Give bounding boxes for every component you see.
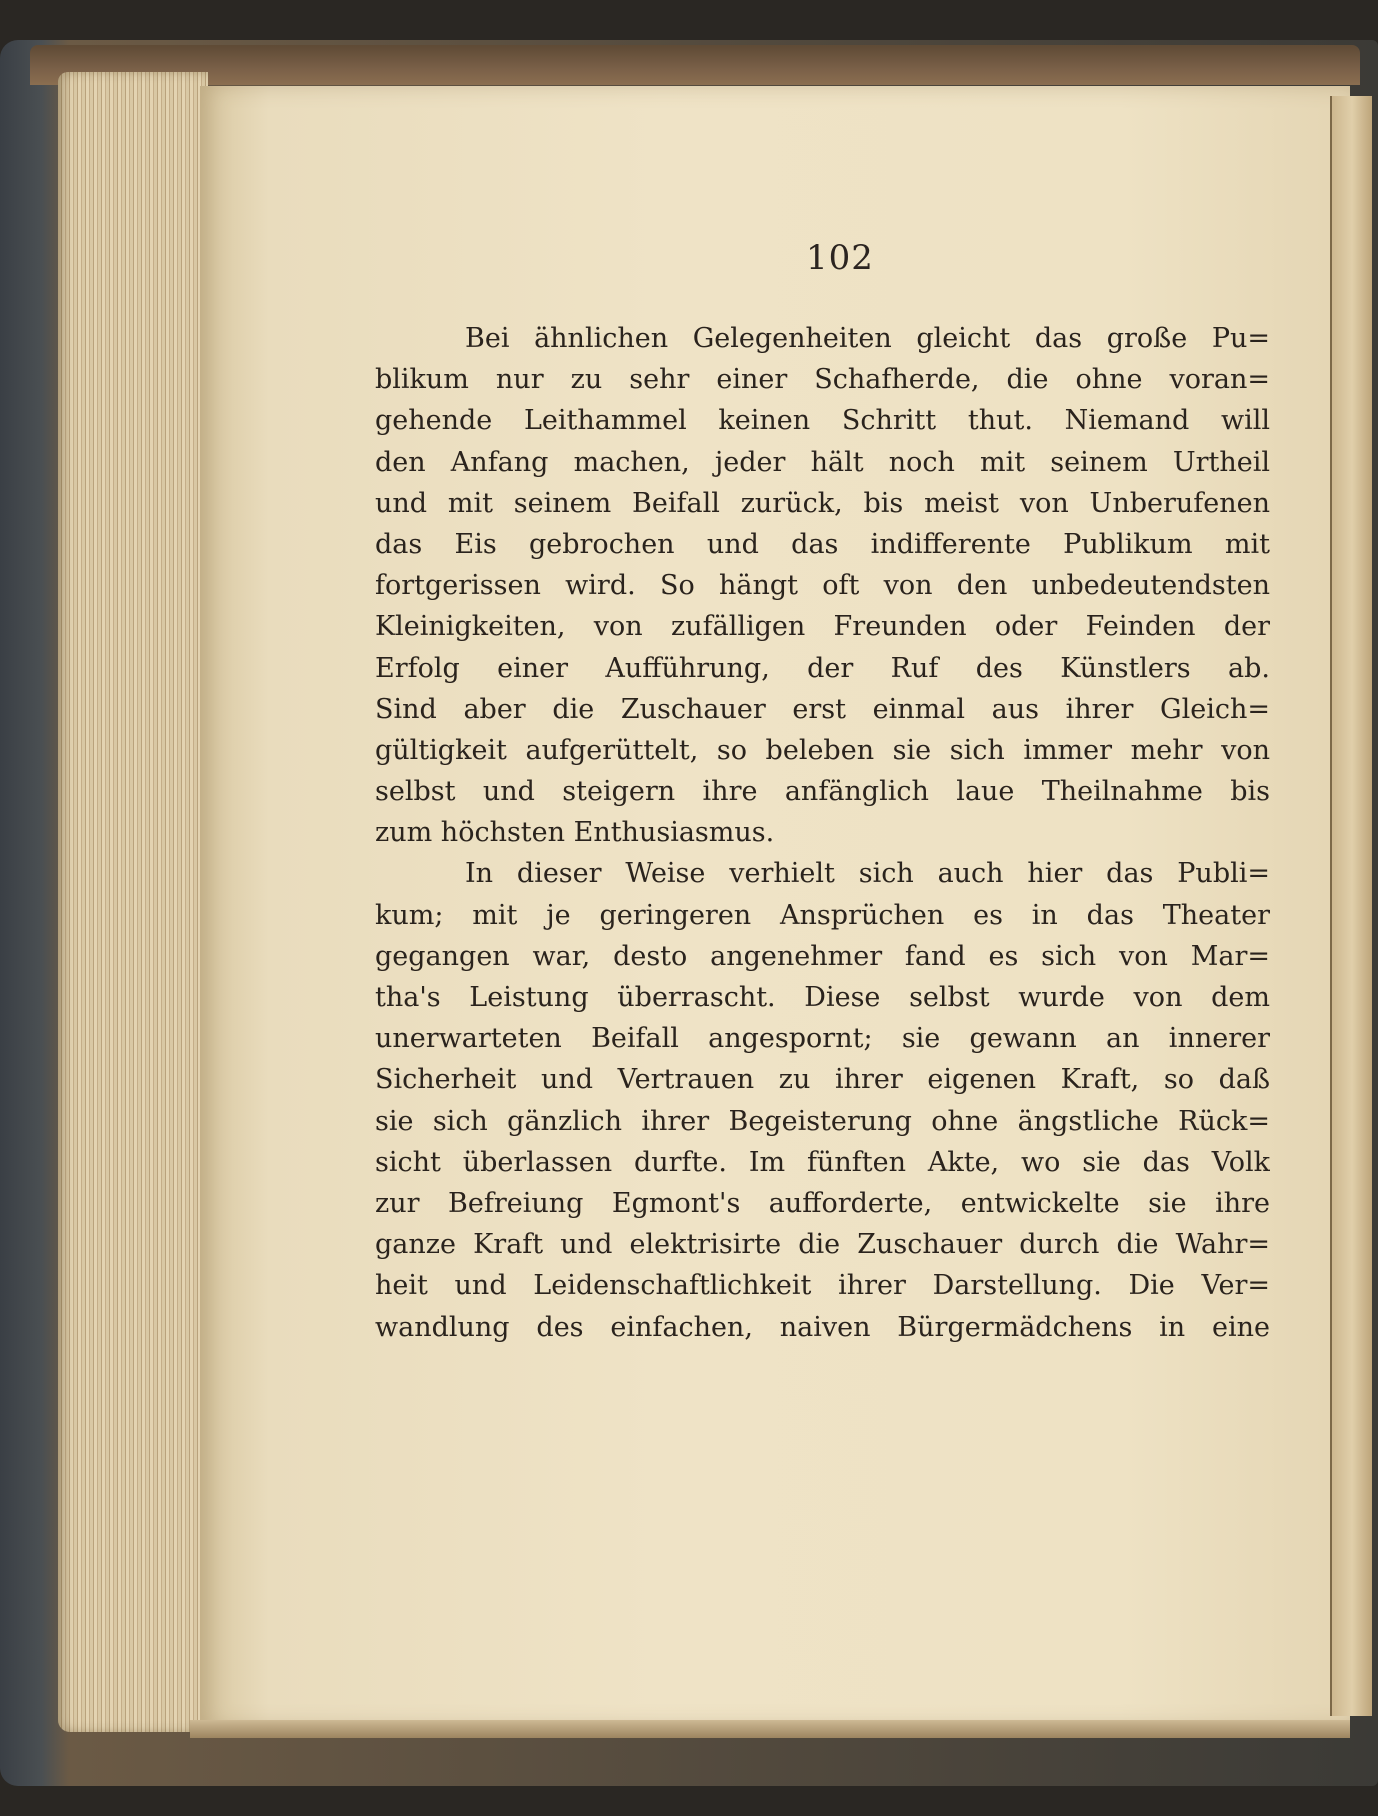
text-line: fortgerissen wird. So hängt oft von den unbedeutendsten bbox=[375, 570, 1270, 602]
book-spine-top bbox=[30, 45, 1360, 85]
text-line: wandlung des einfachen, naiven Bürgermädchens in eine bbox=[375, 1311, 1270, 1343]
text-line: gehende Leithammel keinen Schritt thut. Niemand will bbox=[375, 405, 1270, 437]
text-line: kum; mit je geringeren Ansprüchen es in das Theater bbox=[375, 899, 1270, 931]
text-line: zum höchsten Enthusiasmus. bbox=[375, 817, 775, 849]
text-line: und mit seinem Beifall zurück, bis meist von Unberufenen bbox=[375, 487, 1270, 519]
text-line: Sind aber die Zuschauer erst einmal aus ihrer Gleich= bbox=[375, 693, 1270, 725]
text-line: das Eis gebrochen und das indifferente Publikum mit bbox=[375, 528, 1270, 560]
text-line: tha's Leistung überrascht. Diese selbst wurde von dem bbox=[375, 982, 1270, 1013]
text-line: heit und Leidenschaftlichkeit ihrer Darstellung. Die Ver= bbox=[375, 1270, 1270, 1302]
text-line: unerwarteten Beifall angespornt; sie gewann an innerer bbox=[375, 1023, 1270, 1055]
page-bottom-edge bbox=[190, 1720, 1350, 1738]
page-number: 102 bbox=[806, 238, 874, 278]
text-line: Bei ähnlichen Gelegenheiten gleicht das große Pu= bbox=[465, 323, 1270, 354]
text-line: selbst und steigern ihre anfänglich laue Theilnahme bis bbox=[375, 776, 1270, 808]
text-line: sicht überlassen durfte. Im fünften Akte, wo sie das Volk bbox=[375, 1146, 1270, 1178]
text-line: zur Befreiung Egmont's aufforderte, entwickelte sie ihre bbox=[375, 1187, 1270, 1219]
text-line: Sicherheit und Vertrauen zu ihrer eigenen Kraft, so daß bbox=[375, 1064, 1270, 1096]
body-text bbox=[375, 318, 1270, 1348]
next-leaf-edge bbox=[1330, 96, 1372, 1716]
text-line: Kleinigkeiten, von zufälligen Freunden oder Feinden der bbox=[375, 611, 1270, 643]
text-line: den Anfang machen, jeder hält noch mit seinem Urtheil bbox=[375, 446, 1270, 478]
text-line: blikum nur zu sehr einer Schafherde, die ohne voran= bbox=[375, 364, 1270, 396]
text-line: gegangen war, desto angenehmer fand es sich von Mar= bbox=[375, 940, 1270, 972]
text-line: sie sich gänzlich ihrer Begeisterung ohne ängstliche Rück= bbox=[375, 1105, 1270, 1137]
text-line: In dieser Weise verhielt sich auch hier das Publi= bbox=[465, 858, 1270, 890]
text-line: Erfolg einer Aufführung, der Ruf des Künstlers ab. bbox=[375, 652, 1270, 684]
text-line: ganze Kraft und elektrisirte die Zuschauer durch die Wahr= bbox=[375, 1229, 1270, 1261]
text-line: gültigkeit aufgerüttelt, so beleben sie sich immer mehr von bbox=[375, 734, 1270, 766]
page-edges bbox=[58, 72, 208, 1732]
